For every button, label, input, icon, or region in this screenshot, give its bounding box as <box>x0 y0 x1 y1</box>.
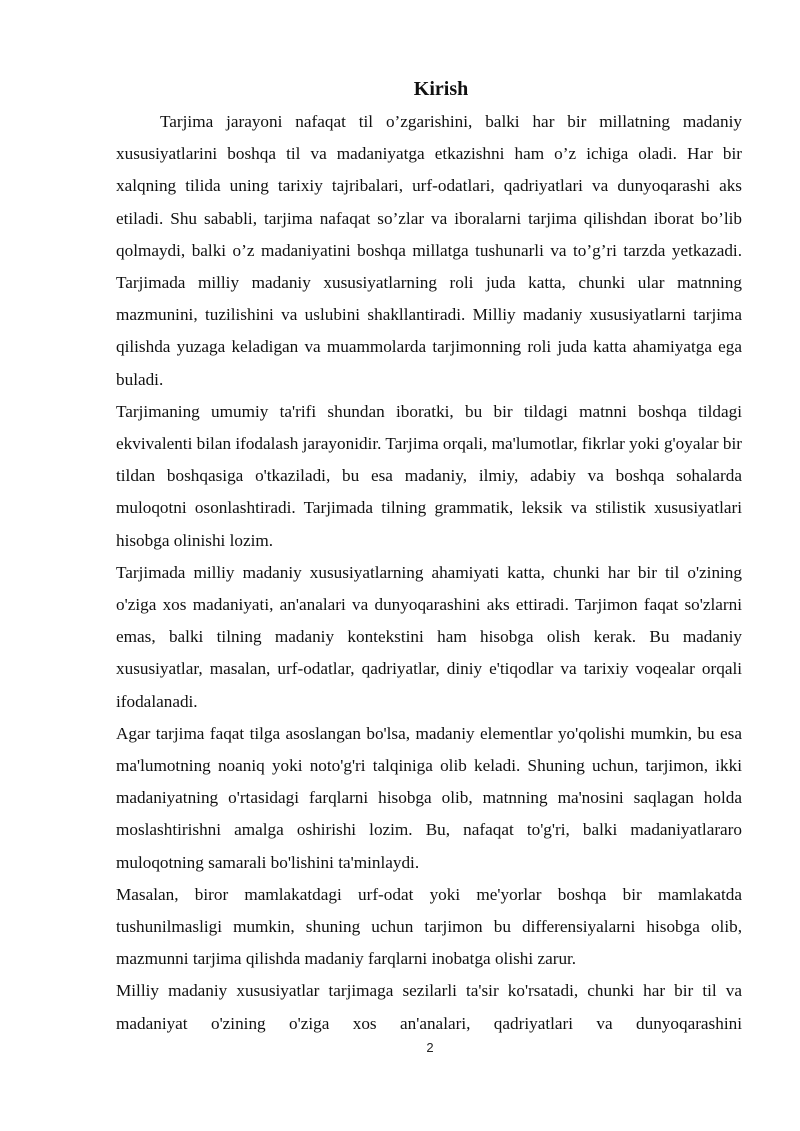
document-page <box>116 72 742 1040</box>
paragraph-definition: Tarjimaning umumiy ta'rifi shundan iboratki, bu bir tildagi matnni boshqa tildagi ekvivalenti bilan ifodalash jarayonidir. Tarjima orqali, ma'lumotlar, fikrlar yoki g'oyalar bir tildan boshqasiga o'tkaziladi, bu esa madaniy, ilmiy, adabiy va boshqa sohalarda muloqotni osonlashtiradi. Tarjimada tilning grammatik, leksik va stilistik xususiyatlari hisobga olinishi lozim. <box>116 401 742 550</box>
page-number: 2 <box>426 1040 434 1055</box>
paragraph-importance: Tarjimada milliy madaniy xususiyatlarning ahamiyati katta, chunki har bir til o'zining o'ziga xos madaniyati, an'analari va dunyoqarashini aks ettiradi. Tarjimon faqat so'zlarni emas, balki tilning madaniy kontekstini ham hisobga olish kerak. Bu madaniy xususiyatlar, masalan, urf-odatlar, qadriyatlar, diniy e'tiqodlar va tarixiy voqealar orqali ifodalanadi. <box>116 562 742 711</box>
paragraph-cultural-loss: Agar tarjima faqat tilga asoslangan bo'lsa, madaniy elementlar yo'qolishi mumkin, bu esa ma'lumotning noaniq yoki noto'g'ri talqiniga olib keladi. Shuning uchun, tarjimon, ikki madaniyatning o'rtasidagi farqlarni hisobga olib, matnning ma'nosini saqlagan holda moslashtirishni amalga oshirishi lozim. Bu, nafaqat to'g'ri, balki madaniyatlararo muloqotning samarali bo'lishini ta'minlaydi. <box>116 723 742 872</box>
paragraph-example: Masalan, biror mamlakatdagi urf-odat yoki me'yorlar boshqa bir mamlakatda tushunilmasligi mumkin, shuning uchun tarjimon bu differensiyalarni hisobga olib, mazmunni tarjima qilishda madaniy farqlarni inobatga olishi zarur. <box>116 884 742 969</box>
paragraph-intro: Tarjima jarayoni nafaqat til o’zgarishini, balki har bir millatning madaniy xususiyatlarini boshqa til va madaniyatga etkazishni ham o’z ichiga oladi. Har bir xalqning tilida uning tarixiy tajribalari, urf-odatlari, qadriyatlari va dunyoqarashi aks etiladi. Shu sababli, tarjima nafaqat so’zlar va iboralarni tarjima qilishdan iborat bo’lib qolmaydi, balki o’z madaniyatini boshqa millatga tushunarli va to’g’ri tarzda yetkazadi. Tarjimada milliy madaniy xususiyatlarning roli juda katta, chunki ular matnning mazmunini, tuzilishini va uslubini shakllantiradi. Milliy madaniy xususiyatlarni tarjima qilishda yuzaga keladigan va muammolarda tarjimonning roli juda katta ahamiyatga ega buladi. <box>116 112 742 389</box>
document-title: Kirish <box>413 78 469 100</box>
paragraph-influence: Milliy madaniy xususiyatlar tarjimaga sezilarli ta'sir ko'rsatadi, chunki har bir til va madaniyat o'zining o'ziga xos an'analari, qadriyatlari va dunyoqarashini <box>116 981 742 1033</box>
